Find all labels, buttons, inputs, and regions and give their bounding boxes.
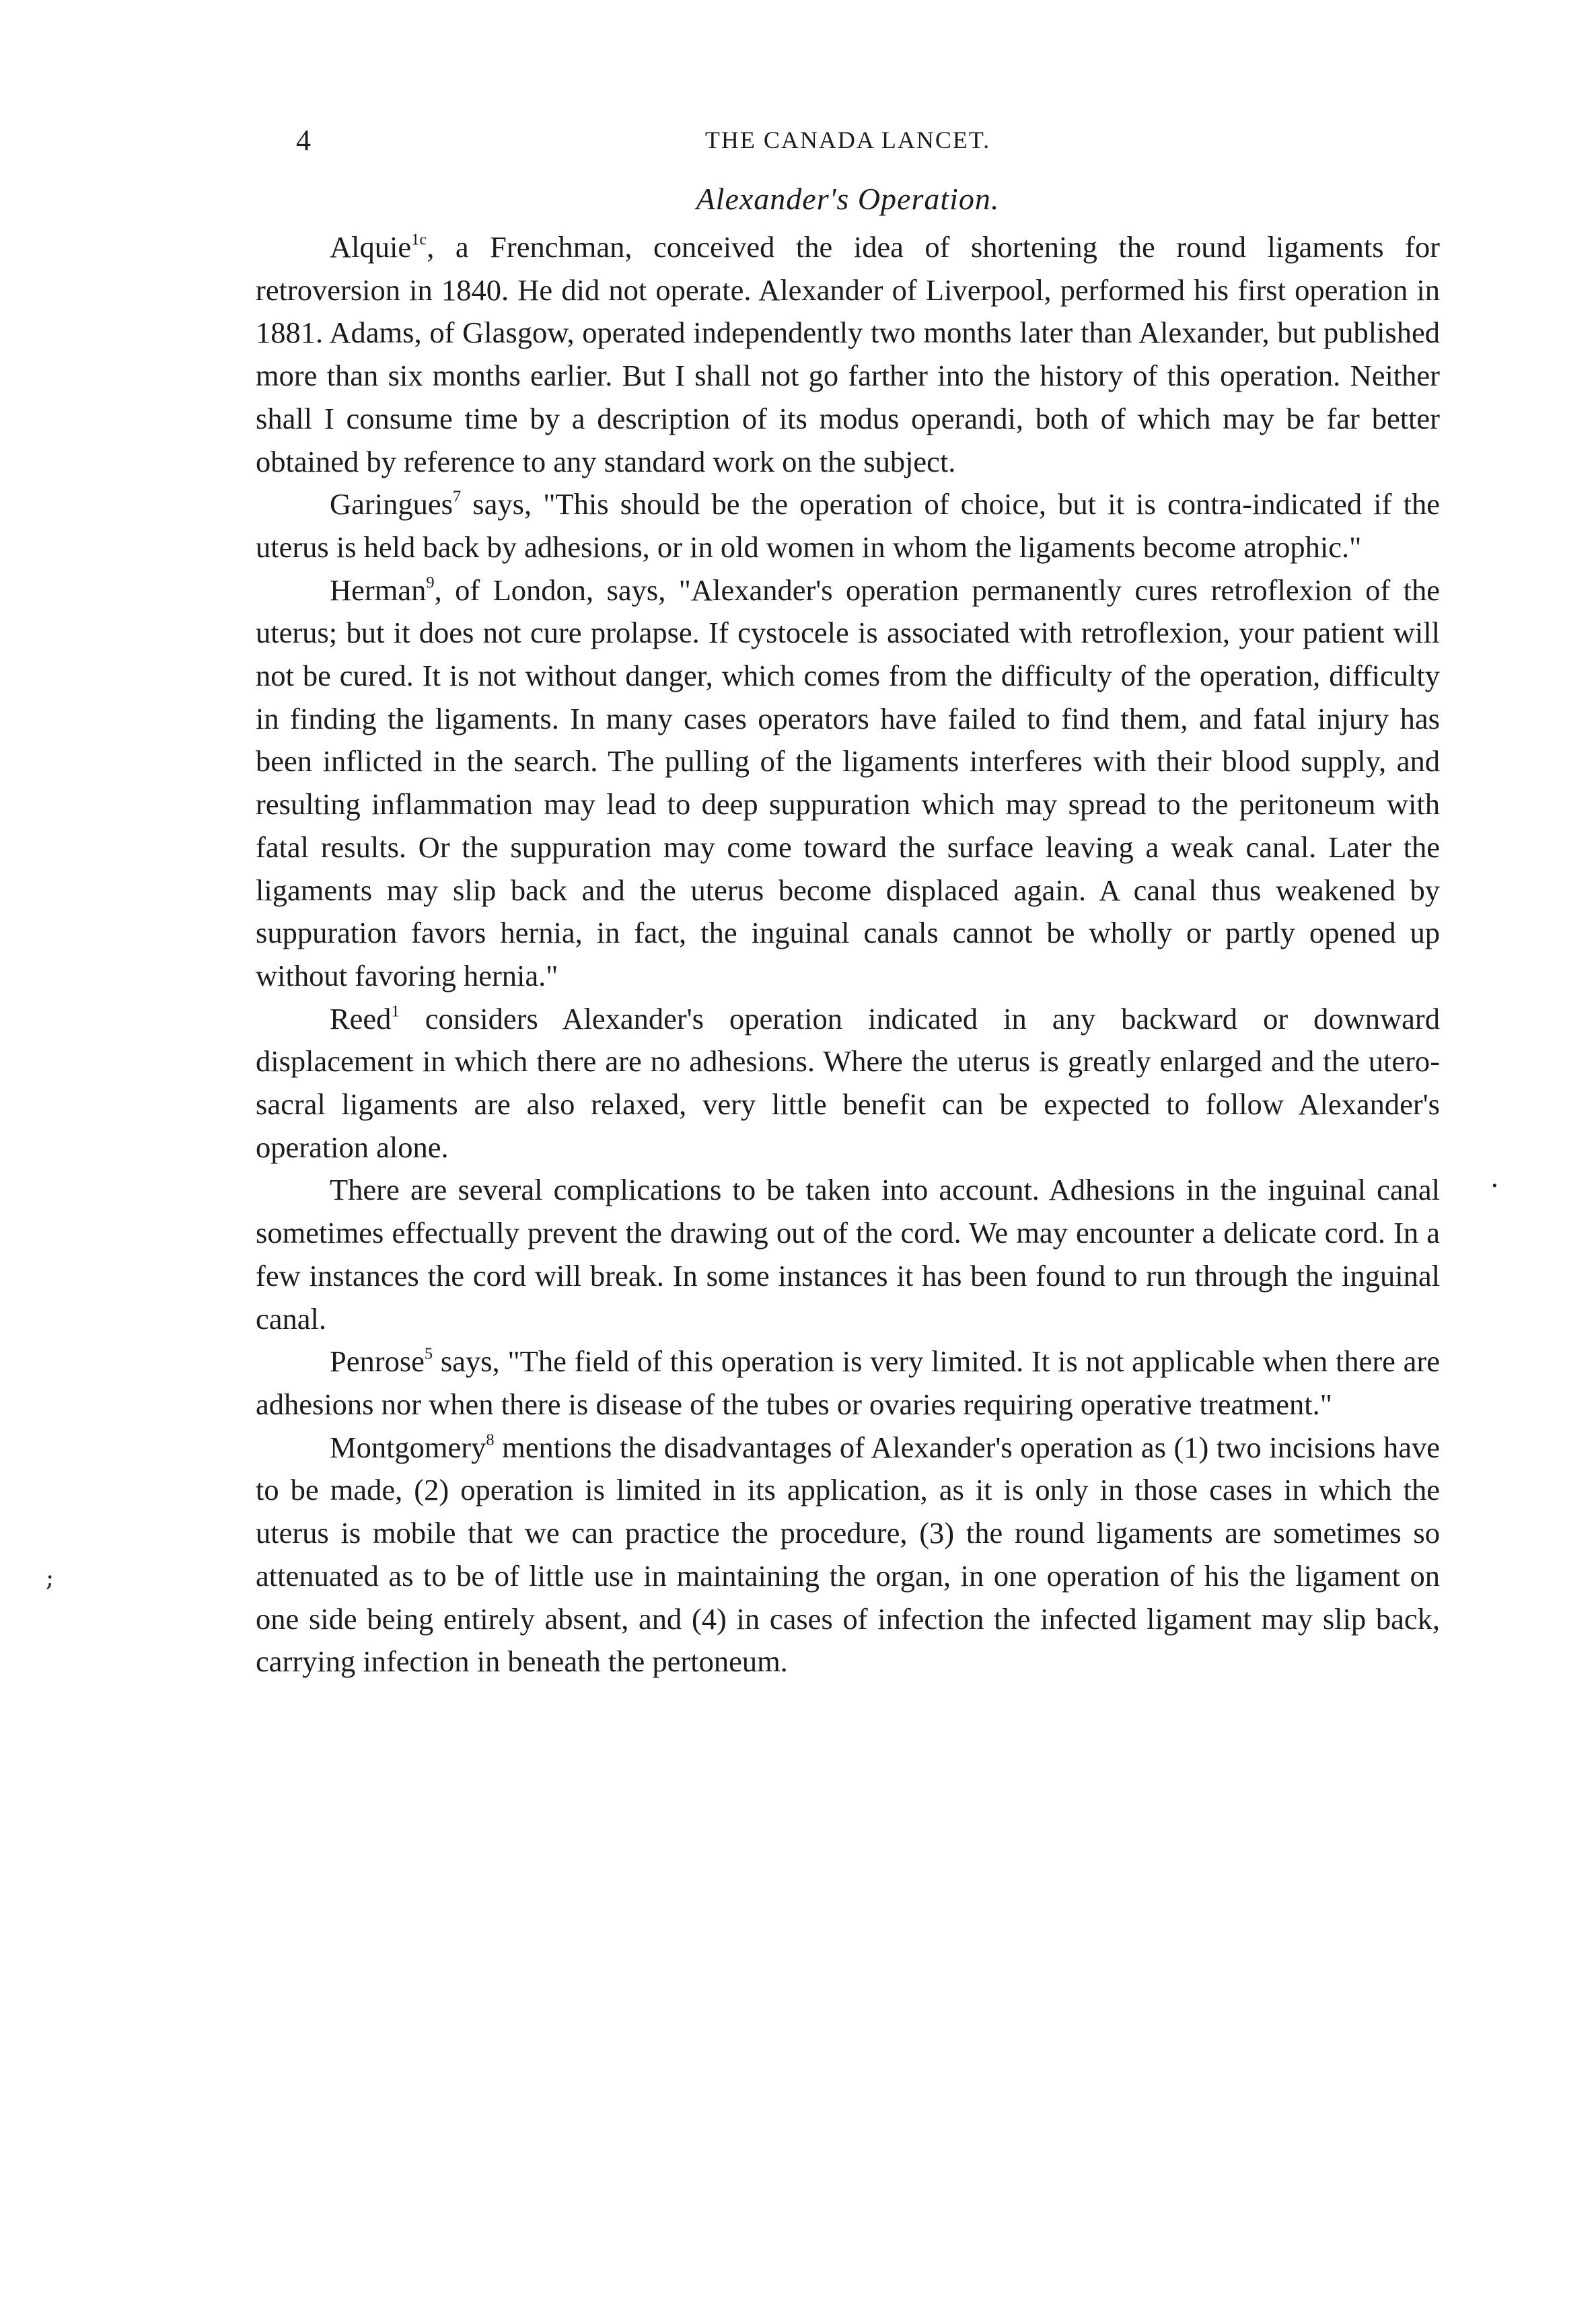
author-ref: Herman — [330, 573, 427, 607]
author-ref: Garingues — [330, 487, 453, 521]
paragraph-text: considers Alexander's operation indicated in any backward or downward displacement in which there are no adhesions. Where the uterus is greatly enlarged and the utero-sacral ligaments are also relaxed, very little benefit can be expected to follow Alexander's operation alone. — [256, 1001, 1440, 1164]
article-body — [256, 226, 1440, 1683]
page-header — [256, 118, 1440, 165]
paragraph-text: There are several complications to be taken into account. Adhesions in the inguinal canal sometimes effectually prevent the drawing out of the cord. We may encounter a delicate cord. In a few instances the cord will break. In some instances it has been found to run through the inguinal canal. — [256, 1173, 1440, 1336]
author-ref: Alquie — [330, 230, 412, 264]
author-ref: Penrose — [330, 1344, 425, 1379]
footnote-ref: 1c — [411, 230, 427, 249]
paragraph-4 — [256, 998, 1440, 1169]
paragraph-2 — [256, 483, 1440, 569]
paragraph-5 — [256, 1169, 1440, 1340]
paragraph-1 — [256, 226, 1440, 483]
paragraph-6 — [256, 1340, 1440, 1426]
footnote-ref: 5 — [424, 1344, 433, 1363]
paragraph-7 — [256, 1426, 1440, 1683]
paragraph-text: mentions the disadvantages of Alexander's operation as (1) two incisions have to be made, (2) operation is limited in its application, as it is only in those cases in which the uterus is mobile that we can practice the procedure, (3) the round ligaments are sometimes so attenuated as to be of little use in maintaining the organ, in one operation of his the ligament on one side being entirely absent, and (4) in cases of infection the infected ligament may slip back, carrying infection in beneath the pertoneum. — [256, 1430, 1440, 1679]
journal-title: THE CANADA LANCET. — [704, 126, 991, 153]
page-number: 4 — [296, 124, 312, 157]
author-ref: Reed — [330, 1001, 392, 1036]
paragraph-3 — [256, 569, 1440, 998]
scan-speck: · — [1490, 1171, 1499, 1202]
footnote-ref: 7 — [452, 487, 462, 506]
section-title: Alexander's Operation. — [696, 182, 1000, 216]
footnote-ref: 1 — [391, 1002, 400, 1021]
paragraph-text: says, "The field of this operation is very limited. It is not applicable when there are adhesions nor when there is disease of the tubes or ovaries requiring operative treatment." — [256, 1344, 1440, 1421]
paragraph-text: says, "This should be the operation of choice, but it is contra-indicated if the uterus is held back by adhesions, or in old women in whom the ligaments become atrophic." — [256, 487, 1440, 564]
author-ref: Montgomery — [330, 1430, 486, 1464]
paragraph-text: , a Frenchman, conceived the idea of shortening the round ligaments for retroversion in 1840. He did not operate. Alexander of Liverpool, performed his first operation in 1881. Adams, of Glasgow, operated independently two months later than Alexander, but published more than six months earlier. But I shall not go farther into the history of this operation. Neither shall I consume time by a description of its modus operandi, both of which may be far better obtained by reference to any standard work on the subject. — [256, 230, 1440, 478]
footnote-ref: 9 — [426, 573, 435, 592]
footnote-ref: 8 — [486, 1430, 495, 1449]
document-page — [256, 118, 1440, 1683]
paragraph-text: , of London, says, "Alexander's operation permanently cures retroflexion of the uterus; but it does not cure prolapse. If cystocele is associated with retroflexion, your patient will not be cured. It is not without danger, which comes from the difficulty of the operation, difficulty in finding the ligaments. In many cases operators have failed to find them, and fatal injury has been inflicted in the search. The pulling of the ligaments interferes with their blood supply, and resulting inflammation may lead to deep suppuration which may spread to the peritoneum with fatal results. Or the suppuration may come toward the surface leaving a weak canal. Later the ligaments may slip back and the uterus become displaced again. A canal thus weakened by suppuration favors hernia, in fact, the inguinal canals cannot be wholly or partly opened up without favoring hernia." — [256, 573, 1440, 992]
scan-speck: ; — [46, 1564, 55, 1592]
